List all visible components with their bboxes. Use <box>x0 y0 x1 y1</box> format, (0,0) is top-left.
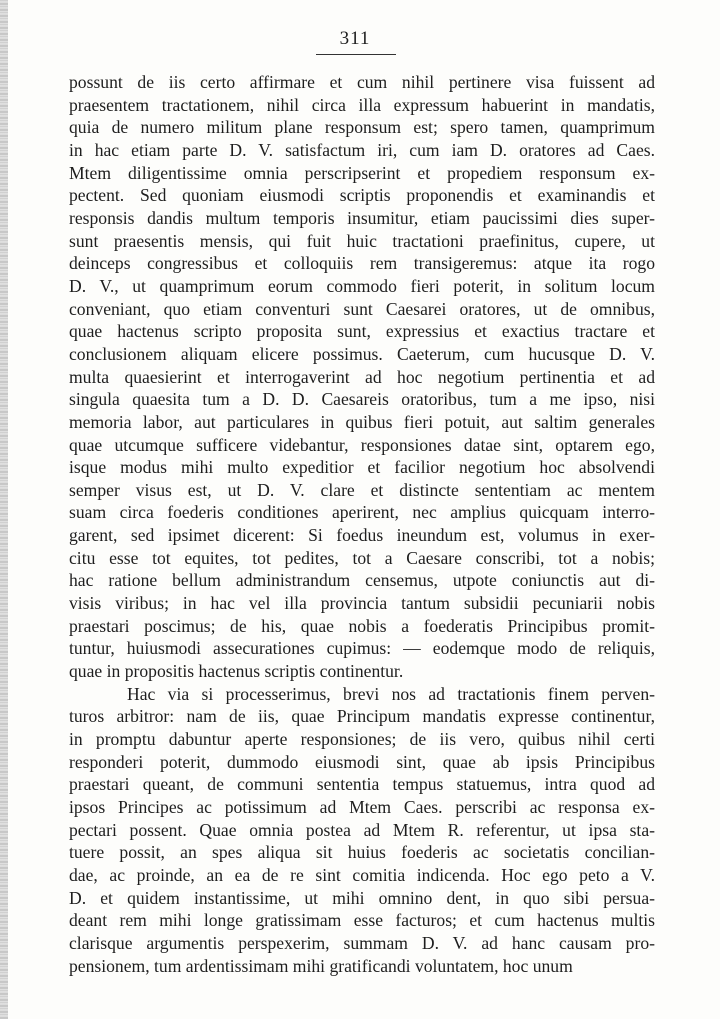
text-line: quae utcumque sufficere videbantur, responsiones datae sint, optarem ego, <box>69 434 655 455</box>
text-line: memoria labor, aut particulares in quibus fieri potuit, aut saltim generales <box>69 411 655 432</box>
text-line: quae in propositis hactenus scriptis continentur. <box>69 661 404 682</box>
paragraph <box>69 71 655 683</box>
text-line: singula quaesita tum a D. D. Caesareis oratoribus, tum a me ipso, nisi <box>69 389 655 410</box>
paragraph <box>69 683 655 978</box>
text-line: possunt de iis certo affirmare et cum nihil pertinere visa fuissent ad <box>69 72 655 92</box>
text-line: suam circa foederis conditiones aperirent, nec amplius quicquam interro- <box>69 502 655 523</box>
text-line: Hac via si processerimus, brevi nos ad tractationis finem perven- <box>127 683 655 704</box>
text-line: deant rem mihi longe gratissimam esse facturos; et cum hactenus multis <box>69 910 655 931</box>
text-line: tuere possit, an spes aliqua sit huius foederis ac societatis concilian- <box>69 842 655 863</box>
text-line: ipsos Principes ac potissimum ad Mtem Caes. perscribi ac responsa ex- <box>69 797 655 817</box>
text-line: D. et quidem instantissime, ut mihi omnino dent, in quo sibi persua- <box>69 887 655 908</box>
text-line: hac ratione bellum administrandum censemus, utpote coniunctis aut di- <box>69 570 655 591</box>
text-line: sunt praesentis mensis, qui fuit huic tractationi praefinitus, cupere, ut <box>69 230 655 251</box>
text-line: conveniant, quo etiam conventuri sunt Caesarei oratores, ut de omnibus, <box>69 298 655 319</box>
text-line: citu esse tot equites, tot pedites, tot a Caesare conscribi, tot a nobis; <box>69 547 655 568</box>
page-number-rule <box>316 54 396 55</box>
text-line: tuntur, huiusmodi assecurationes cupimus: — eodemque modo de reliquis, <box>69 638 655 659</box>
text-line: praestari poscimus; de his, quae nobis a foederatis Principibus promit- <box>69 615 655 636</box>
text-line: in promptu dabuntur aperte responsiones; de iis vero, quibus nihil certi <box>69 729 655 750</box>
text-line: pectent. Sed quoniam eiusmodi scriptis proponendis et examinandis et <box>69 185 655 206</box>
text-line: isque modus mihi multo expeditior et facilior negotium hoc absolvendi <box>69 457 655 478</box>
text-line: praesentem tractationem, nihil circa illa expressum habuerint in mandatis, <box>69 94 655 115</box>
text-line: quia de numero militum plane responsum est; spero tamen, quamprimum <box>69 117 655 138</box>
text-line: semper visus est, ut D. V. clare et distincte sententiam ac mentem <box>69 479 655 500</box>
text-line: pensionem, tum ardentissimam mihi gratificandi voluntatem, hoc unum <box>69 955 573 976</box>
text-line: deinceps congressibus et colloquiis rem transigeremus: atque ita rogo <box>69 253 655 274</box>
scan-edge <box>0 0 8 1019</box>
text-line: visis viribus; in hac vel illa provincia tantum subsidii pecuniarii nobis <box>69 593 655 614</box>
text-line: D. V., ut quamprimum eorum commodo fieri poterit, in solitum locum <box>69 275 655 296</box>
text-line: quae hactenus scripto proposita sunt, expressius et exactius tractare et <box>69 321 655 342</box>
text-line: pectari possent. Quae omnia postea ad Mtem R. referentur, ut ipsa sta- <box>69 819 655 840</box>
text-line: in hac etiam parte D. V. satisfactum iri, cum iam D. oratores ad Caes. <box>69 139 655 160</box>
text-line: multa quaesierint et interrogaverint ad hoc negotium pertinentia et ad <box>69 366 655 387</box>
text-line: Mtem diligentissime omnia perscripserint et propediem responsum ex- <box>69 162 655 183</box>
text-line: praestari queant, de communi sententia tempus statuemus, intra quod ad <box>69 774 655 795</box>
text-line: responderi poterit, dummodo eiusmodi sint, quae ab ipsis Principibus <box>69 751 655 772</box>
text-line: garent, sed ipsimet dicerent: Si foedus ineundum est, volumus in exer- <box>69 525 655 546</box>
text-line: responsis dandis multum temporis insumitur, etiam paucissimi dies super- <box>69 207 655 228</box>
text-line: conclusionem aliquam elicere possimus. Caeterum, cum hucusque D. V. <box>69 343 655 364</box>
body-text <box>69 71 655 977</box>
text-line: turos arbitror: nam de iis, quae Principum mandatis expresse continentur, <box>69 706 655 727</box>
text-line: clarisque argumentis perspexerim, summam D. V. ad hanc causam pro- <box>69 932 655 953</box>
page-number: 311 <box>339 28 371 49</box>
text-line: dae, ac proinde, an ea de re sint comitia indicenda. Hoc ego peto a V. <box>69 864 655 885</box>
